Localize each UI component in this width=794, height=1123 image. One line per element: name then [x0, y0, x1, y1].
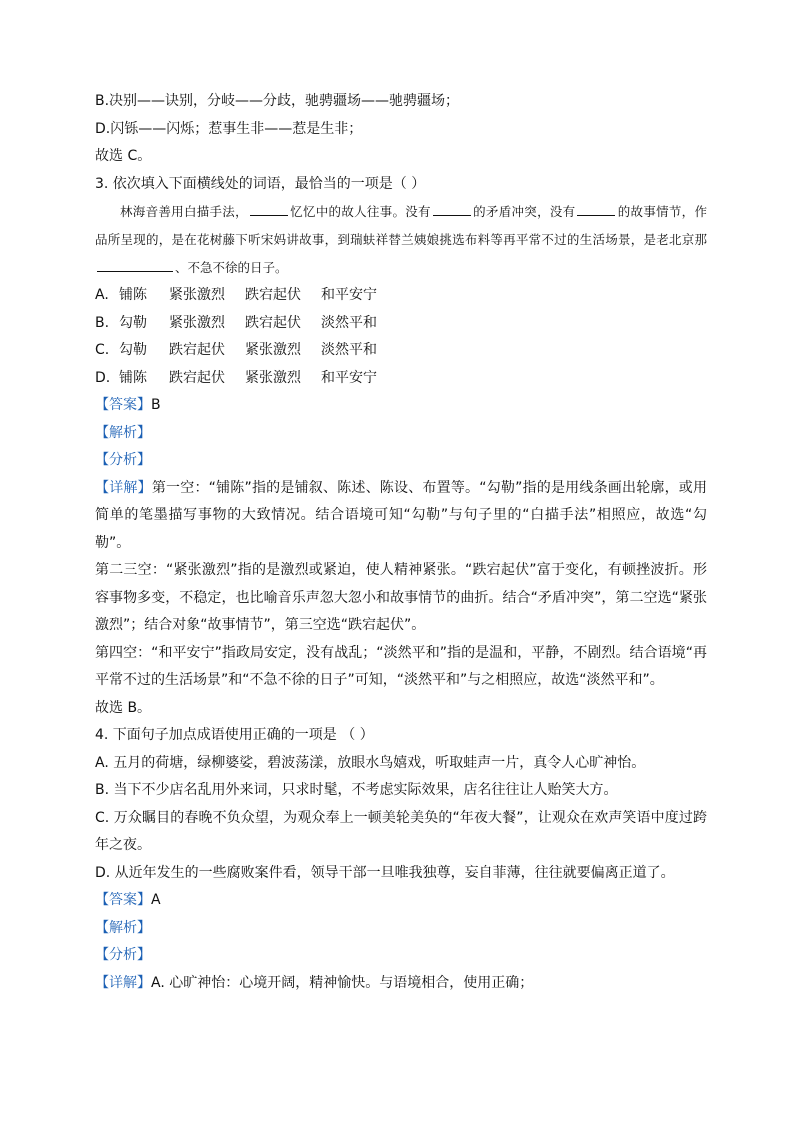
blank-4: [97, 257, 173, 272]
detail-tag: 【详解】: [95, 479, 152, 496]
question-3-option-a: A. 铺陈 紧张激烈 跌宕起伏 和平安宁: [95, 287, 377, 303]
question-3-stem: 3. 依次填入下面横线处的词语，最恰当的一项是（ ）: [95, 175, 426, 192]
blank-1: [250, 201, 288, 216]
text-line: B.决别——诀别，分岐——分歧，驰骋疆场——驰骋疆场；: [95, 93, 460, 109]
blank-3: [577, 201, 615, 216]
text-line: 故选 C。: [95, 148, 152, 164]
analysis-heading: 【解析】: [95, 424, 151, 441]
passage-text: 的故事情节，作品所呈现的，是在花树藤下听宋妈讲故事，到瑞蚨祥替兰姨娘挑选布料等再平常不过的生活场景，是老北京那: [95, 204, 707, 247]
question-3-option-d: D. 铺陈 跌宕起伏 紧张激烈 和平安宁: [95, 369, 377, 386]
question-4-detail-a: 【详解】A. 心旷神怡：心境开阔，精神愉快。与语境相合，使用正确；: [95, 974, 534, 991]
question-4-option-d: D. 从近年发生的一些腐败案件看，领导干部一旦唯我独尊，妄自菲薄，往往就要偏离正道了。: [95, 864, 675, 881]
passage-text: 林海音善用白描手法，: [120, 204, 248, 219]
question-3-detail-2: 第二三空：“紧张激烈”指的是激烈或紧迫，使人精神紧张。“跌宕起伏”富于变化，有顿挫波折。形容事物多变，不稳定，也比喻音乐声忽大忽小和故事情节的曲折。结合“矛盾冲突”，第二空选“紧张激烈”；结合对象“故事情节”，第三空选“跌宕起伏”。: [95, 562, 707, 633]
question-3-detail-3: 第四空：“和平安宁”指政局安定，没有战乱；“淡然平和”指的是温和，平静，不剧烈。结合语境“再平常不过的生活场景”和“不急不徐的日子”可知，“淡然平和”与之相照应，故选“淡然平和”。: [95, 644, 707, 688]
answer-tag: 【答案】: [95, 397, 151, 413]
answer-value: B: [151, 397, 161, 413]
question-4-option-c: C. 万众瞩目的春晚不负众望，为观众奉上一顿美轮美奂的“年夜大餐”，让观众在欢声笑语中度过跨年之夜。: [95, 809, 707, 853]
answer-tag: 【答案】: [95, 892, 151, 908]
passage-text: 、不急不徐的日子。: [175, 260, 288, 275]
analysis-subheading: 【分析】: [95, 947, 151, 963]
question-3-conclusion: 故选 B。: [95, 699, 152, 716]
document-page: [95, 88, 707, 997]
analysis-heading: 【解析】: [95, 919, 151, 936]
passage-text: 的矛盾冲突，没有: [472, 204, 576, 219]
question-3-passage: [95, 198, 707, 282]
question-4-option-b: B. 当下不少店名乱用外来词，只求时髦，不考虑实际效果，店名往往让人贻笑大方。: [95, 782, 618, 798]
detail-tag: 【详解】: [95, 974, 151, 991]
question-4-option-a: A. 五月的荷塘，绿柳婆娑，碧波荡漾，放眼水鸟嬉戏，听取蛙声一片，真令人心旷神怡。: [95, 754, 646, 771]
question-4-answer: [95, 887, 707, 915]
passage-text: 忆忆中的故人往事。没有: [289, 204, 431, 219]
analysis-subheading: 【分析】: [95, 452, 151, 468]
question-3-option-c: C. 勾勒 跌宕起伏 紧张激烈 淡然平和: [95, 342, 377, 358]
question-3-detail-1: 【详解】第一空：“铺陈”指的是铺叙、陈述、陈设、布置等。“勾勒”指的是用线条画出轮廓，或用简单的笔墨描写事物的大致情况。结合语境可知“勾勒”与句子里的“白描手法”相照应，故选“勾勒”。: [95, 479, 708, 551]
question-4-stem: 4. 下面句子加点成语使用正确的一项是 （ ）: [95, 727, 374, 743]
text-line: D.闪铄——闪烁；惹事生非——惹是生非；: [95, 120, 363, 137]
question-3-answer: [95, 392, 707, 420]
answer-value: A: [151, 892, 161, 908]
question-3-option-b: B. 勾勒 紧张激烈 跌宕起伏 淡然平和: [95, 314, 377, 331]
blank-2: [433, 201, 471, 216]
